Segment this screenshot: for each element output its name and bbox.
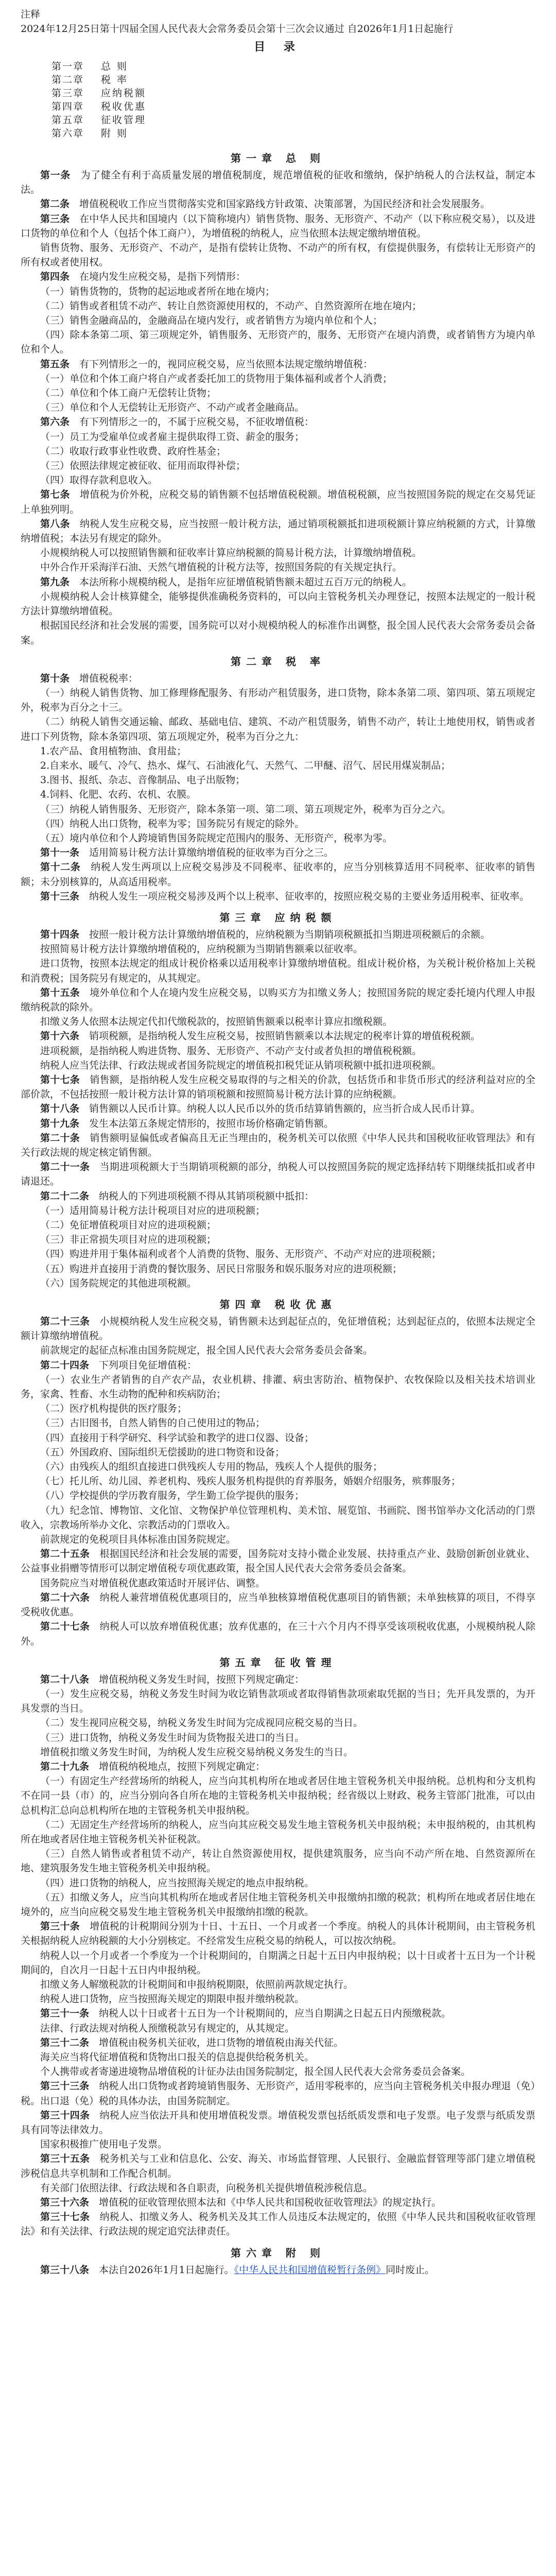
paragraph — [21, 473, 535, 487]
article-paragraph — [21, 1358, 535, 1372]
paragraph-text: （二）纳税人销售交通运输、邮政、基础电信、建筑、不动产租赁服务，销售不动产，转让土地使用权，销售或者进口下列货物，除本条第四项、第五项规定外，税率为百分之九： — [21, 716, 535, 742]
article-number: 第十三条 — [40, 890, 80, 902]
paragraph-text: 增值税税收工作应当贯彻落实党和国家路线方针政策、决策部署，为国民经济和社会发展服务。 — [79, 198, 491, 210]
paragraph-text: 按照一般计税方法计算缴纳增值税的，应纳税额为当期销项税额抵扣当期进项税额后的余额。 — [89, 928, 491, 940]
paragraph — [21, 560, 535, 574]
paragraph-text: 增值税由税务机关征收，进口货物的增值税由海关代征。 — [99, 2037, 344, 2048]
paragraph — [21, 1401, 535, 1416]
paragraph-text: （三）销售金融商品的，金融商品在境内发行，或者销售方为境内单位和个人； — [40, 315, 383, 327]
paragraph — [21, 787, 535, 802]
paragraph-text: （二）无固定生产经营场所的纳税人，应当向其应税交易发生地主管税务机关申报纳税；未申报纳税的，由其机构所在地或者居住地主管税务机关补征税款。 — [21, 1819, 535, 1845]
paragraph — [21, 744, 535, 758]
paragraph-text: 前款规定的起征点标准由国务院规定，报全国人民代表大会常务委员会备案。 — [40, 1345, 373, 1357]
paragraph-text: 当期进项税额大于当期销项税额的部分，纳税人可以按照国务院的规定选择结转下期继续抵扣或者申请退还。 — [21, 1161, 535, 1188]
article-number: 第二十一条 — [40, 1161, 90, 1173]
article-number: 第二十条 — [40, 1132, 80, 1144]
article-number: 第十条 — [40, 672, 70, 684]
paragraph — [21, 1532, 535, 1547]
article-number: 第二十七条 — [40, 1621, 90, 1633]
article-number: 第二十四条 — [40, 1359, 90, 1371]
paragraph — [21, 400, 535, 415]
paragraph — [21, 1774, 535, 1818]
paragraph — [21, 241, 535, 269]
paragraph-text: （一）员工为受雇单位或者雇主提供取得工资、薪金的服务； — [40, 431, 305, 443]
article-number: 第三十七条 — [40, 2211, 90, 2223]
paragraph-text: 纳税人的下列进项税额不得从其销项税额中抵扣： — [99, 1190, 315, 1202]
paragraph-text: 销售额以人民币计算。纳税人以人民币以外的货币结算销售额的，应当折合成人民币计算。 — [89, 1103, 481, 1115]
paragraph — [21, 1204, 535, 1218]
paragraph-text: 纳税人以十日或者十五日为一个计税期间的，应当自期满之日起五日内预缴税款。 — [99, 2008, 451, 2020]
paragraph — [21, 1416, 535, 1430]
paragraph — [21, 1977, 535, 1992]
toc-item[interactable] — [51, 73, 535, 87]
toc-item-number: 第一章 — [51, 61, 84, 72]
paragraph — [21, 1890, 535, 1919]
paragraph — [21, 956, 535, 985]
article-paragraph — [21, 415, 535, 429]
paragraph-text: （四）购进并用于集体福利或者个人消费的货物、服务、无形资产、不动产对应的进项税额； — [40, 1248, 442, 1260]
paragraph — [21, 1948, 535, 1977]
paragraph-text: 增值税的计税期间分别为十日、十五日、一个月或者一个季度。纳税人的具体计税期间，由主管税务机关根据纳税人应纳税额的大小分别核定。不经常发生应税交易的纳税人，可以按次纳税。 — [21, 1921, 535, 1947]
article-paragraph — [21, 1672, 535, 1687]
paragraph — [21, 1846, 535, 1875]
article-paragraph — [21, 2108, 535, 2137]
paragraph — [21, 1372, 535, 1401]
paragraph — [21, 1488, 535, 1503]
paragraph — [21, 2137, 535, 2151]
paragraph — [21, 1445, 535, 1460]
paragraph-text: 1.农产品、食用植物油、食用盐； — [40, 745, 187, 757]
article-paragraph — [21, 927, 535, 942]
paragraph — [21, 459, 535, 473]
article-paragraph — [21, 1073, 535, 1101]
toc-item[interactable] — [51, 100, 535, 113]
toc-item-number: 第三章 — [51, 88, 84, 99]
paragraph-text: （四）除本条第二项、第三项规定外，销售服务、无形资产的，服务、无形资产在境内消费，或者销售方为境内单位和个人。 — [21, 329, 535, 355]
paragraph-text: （五）扣缴义务人，应当向其机构所在地或者居住地主管税务机关申报缴纳扣缴的税款；机构所在地或者居住地在境外的，应当向应税交易发生地主管税务机关申报缴纳扣缴的税款。 — [21, 1891, 535, 1918]
paragraph-text: （四）取得存款利息收入。 — [40, 474, 158, 486]
article-paragraph — [21, 575, 535, 589]
article-number: 第十一条 — [40, 847, 80, 859]
article-paragraph — [21, 1314, 535, 1343]
paragraph-text: （一）销售货物的，货物的起运地或者所在地在境内； — [40, 285, 275, 297]
article-paragraph — [21, 1116, 535, 1131]
paragraph-text: （三）古旧图书，自然人销售的自己使用过的物品； — [40, 1417, 266, 1429]
paragraph-text: 增值税纳税义务发生时间，按照下列规定确定： — [99, 1673, 305, 1685]
paragraph-text: （二）免征增值税项目对应的进项税额； — [40, 1219, 217, 1231]
paragraph-text: 增值税为价外税，应税交易的销售额不包括增值税税额。增值税税额，应当按照国务院的规定在交易凭证上单独列明。 — [21, 489, 535, 515]
article-paragraph — [21, 517, 535, 546]
paragraph — [21, 1232, 535, 1247]
article-number: 第十七条 — [40, 1074, 80, 1086]
paragraph-text: 纳税人可以放弃增值税优惠；放弃优惠的，在三十六个月内不得享受该项税收优惠，小规模纳税人除外。 — [21, 1621, 535, 1647]
article-paragraph — [21, 2210, 535, 2239]
article-paragraph — [21, 1131, 535, 1160]
article-number: 第九条 — [40, 576, 70, 588]
article-paragraph — [21, 986, 535, 1014]
paragraph — [21, 1044, 535, 1058]
paragraph-text: 本法所称小规模纳税人，是指年应征增值税销售额未超过五百万元的纳税人。 — [79, 576, 412, 588]
article-number: 第二十二条 — [40, 1190, 90, 1202]
paragraph-text: （三）非正常损失项目对应的进项税额； — [40, 1234, 217, 1246]
article-number: 第三十五条 — [40, 2153, 90, 2165]
paragraph-text: （二）收取行政事业性收费、政府性基金； — [40, 445, 227, 457]
article-paragraph — [21, 212, 535, 241]
toc-item[interactable] — [51, 60, 535, 73]
table-of-contents — [51, 60, 535, 140]
toc-item-number: 第二章 — [51, 74, 84, 86]
toc-title: 目 录 — [254, 40, 302, 54]
paragraph-text: 增值税扣缴义务发生时间，为纳税人发生应税交易纳税义务发生的当日。 — [40, 1746, 354, 1758]
paragraph — [21, 686, 535, 715]
article-paragraph — [21, 2079, 535, 2108]
paragraph — [21, 1343, 535, 1358]
paragraph — [21, 1218, 535, 1232]
paragraph-text: 适用简易计税方法计算缴纳增值税的征收率为百分之三。 — [89, 847, 334, 859]
article-number: 第十五条 — [40, 987, 80, 998]
toc-item-title: 应纳税额 — [101, 88, 147, 99]
article-paragraph — [21, 357, 535, 371]
article-paragraph — [21, 2006, 535, 2021]
chapters-container — [21, 149, 535, 2277]
paragraph — [21, 1716, 535, 1730]
paragraph-text: 下列项目免征增值税： — [99, 1359, 197, 1371]
paragraph-text: 小规模纳税人发生应税交易，销售额未达到起征点的，免征增值税；达到起征点的，依照本法规定全额计算缴纳增值税。 — [21, 1316, 535, 1342]
toc-item-title: 税 率 — [101, 74, 129, 86]
paragraph — [21, 758, 535, 773]
paragraph-text: 在境内发生应税交易，是指下列情形： — [79, 271, 246, 283]
paragraph-text: （三）依照法律规定被征收、征用而取得补偿； — [40, 460, 246, 472]
paragraph — [21, 1431, 535, 1445]
article-number: 第十八条 — [40, 1103, 80, 1115]
paragraph-text: （三）进口货物，纳税义务发生时间为货物报关进口的当日。 — [40, 1732, 305, 1743]
article-number: 第十四条 — [40, 928, 80, 940]
paragraph-text: 国家积极推广使用电子发票。 — [40, 2139, 168, 2150]
paragraph — [21, 430, 535, 444]
paragraph-text: （四）进口货物的纳税人，应当按照海关规定的地点申报纳税。 — [40, 1877, 315, 1889]
toc-item[interactable] — [51, 113, 535, 127]
paragraph — [21, 942, 535, 956]
paragraph-text: （二）销售或者租赁不动产、转让自然资源使用权的，不动产、自然资源所在地在境内； — [40, 300, 422, 312]
chapter-heading: 第二章 税 率 — [231, 655, 325, 668]
paragraph — [21, 371, 535, 386]
toc-item[interactable] — [51, 127, 535, 140]
paragraph-text: 根据国民经济和社会发展的需要，国务院可以对小规模纳税人的标准作出调整，报全国人民代表大会常务委员会备案。 — [21, 620, 535, 646]
article-paragraph — [21, 197, 535, 211]
article-number: 第七条 — [40, 489, 70, 501]
paragraph-text: 纳税人应当凭法律、行政法规或者国务院规定的增值税扣税凭证从销项税额中抵扣进项税额。 — [40, 1059, 442, 1071]
toc-item-title: 税收优惠 — [101, 101, 147, 112]
paragraph — [21, 328, 535, 357]
article-number: 第二十八条 — [40, 1673, 90, 1685]
article-paragraph — [21, 860, 535, 889]
paragraph-text: 根据国民经济和社会发展的需要，国务院对支持小微企业发展、扶持重点产业、鼓励创新创业就业、公益事业捐赠等情形可以制定增值税专项优惠政策，报全国人民代表大会常务委员会备案。 — [21, 1548, 535, 1574]
article-number: 第二条 — [40, 198, 70, 210]
paragraph — [21, 773, 535, 787]
paragraph-text: 销售额，是指纳税人发生应税交易取得的与之相关的价款，包括货币和非货币形式的经济利益对应的全部价款，不包括按照一般计税方法计算的销项税额和按照简易计税方法计算的应纳税额。 — [21, 1074, 535, 1100]
paragraph-text: 增值税的征收管理依照本法和《中华人民共和国税收征收管理法》的规定执行。 — [99, 2197, 442, 2209]
paragraph — [21, 802, 535, 817]
article-number: 第六条 — [40, 416, 70, 428]
article-number: 第五条 — [40, 358, 70, 370]
article-paragraph — [21, 1189, 535, 1204]
law-link[interactable]: 《中华人民共和国增值税暂行条例》 — [234, 2264, 386, 2276]
paragraph-text: 进口货物，按照本法规定的组成计税价格乘以适用税率计算缴纳增值税。组成计税价格，为关税计税价格加上关税和消费税；国务院另有规定的，从其规定。 — [21, 958, 535, 984]
paragraph-text: （三）自然人销售或者租赁不动产，转让自然资源使用权，提供建筑服务，应当向不动产所在地、自然资源所在地、建筑服务发生地主管税务机关申报纳税。 — [21, 1848, 535, 1874]
article-paragraph — [21, 269, 535, 284]
paragraph — [21, 618, 535, 647]
article-paragraph — [21, 2263, 535, 2277]
paragraph-text: 进项税额，是指纳税人购进货物、服务、无形资产、不动产支付或者负担的增值税税额。 — [40, 1045, 422, 1057]
article-paragraph — [21, 1759, 535, 1774]
paragraph-text: 按照简易计税方法计算缴纳增值税的，应纳税额为当期销售额乘以征收率。 — [40, 943, 363, 955]
paragraph-text: （二）医疗机构提供的医疗服务； — [40, 1403, 187, 1415]
article-paragraph — [21, 889, 535, 904]
chapter-heading: 第三章 应纳税额 — [219, 911, 337, 924]
article-number: 第二十五条 — [40, 1548, 90, 1560]
paragraph-text: （八）学校提供的学历教育服务，学生勤工俭学提供的服务； — [40, 1490, 305, 1502]
paragraph-text: 税务机关与工业和信息化、公安、海关、市场监督管理、人民银行、金融监督管理等部门建立增值税涉税信息共享机制和工作配合机制。 — [21, 2153, 535, 2179]
paragraph-text: （一）单位和个体工商户将自产或者委托加工的货物用于集体福利或者个人消费； — [40, 372, 393, 384]
article-number: 第三十一条 — [40, 2008, 90, 2020]
paragraph-text: 法律、行政法规对纳税人预缴税款另有规定的，从其规定。 — [40, 2022, 295, 2034]
article-paragraph — [21, 2151, 535, 2180]
paragraph-text: （一）发生应税交易，纳税义务发生时间为收讫销售款项或者取得销售款项索取凭据的当日；先开具发票的，为开具发票的当日。 — [21, 1688, 535, 1715]
article-number: 第三十四条 — [40, 2109, 90, 2121]
paragraph-text: 小规模纳税人可以按照销售额和征收率计算应纳税额的简易计税方法，计算缴纳增值税。 — [40, 547, 422, 559]
article-paragraph — [21, 671, 535, 686]
paragraph-text: （一）纳税人销售货物、加工修理修配服务、有形动产租赁服务，进口货物，除本条第二项、第四项、第五项规定外，税率为百分之十三。 — [21, 687, 535, 714]
paragraph — [21, 1247, 535, 1261]
chapter-heading: 第六章 附 则 — [231, 2246, 325, 2259]
paragraph-text: 海关应当将代征增值税和货物出口报关的信息提供给税务机关。 — [40, 2051, 315, 2063]
paragraph-text: 发生本法第五条规定情形的，按照市场价格确定销售额。 — [89, 1117, 334, 1129]
paragraph — [21, 299, 535, 313]
paragraph-text: 3.图书、报纸、杂志、音像制品、电子出版物； — [40, 774, 246, 786]
paragraph — [21, 1992, 535, 2006]
article-number: 第三十二条 — [40, 2037, 90, 2048]
note-label: 注释 — [21, 9, 41, 20]
paragraph-text: （二）发生视同应税交易，纳税义务发生时间为完成视同应税交易的当日。 — [40, 1717, 363, 1729]
article-paragraph — [21, 168, 535, 197]
paragraph-text: 为了健全有利于高质量发展的增值税制度，规范增值税的征收和缴纳，保护纳税人的合法权益，制定本法。 — [21, 170, 535, 196]
paragraph — [21, 1276, 535, 1291]
paragraph-text: （五）外国政府、国际组织无偿援助的进口物资和设备； — [40, 1446, 285, 1458]
paragraph — [21, 284, 535, 299]
article-number: 第一条 — [40, 170, 71, 181]
paragraph-text: 境外单位和个人在境内发生应税交易，以购买方为扣缴义务人；按照国务院的规定委托境内代理人申报缴纳税款的除外。 — [21, 987, 535, 1013]
article-paragraph — [21, 1029, 535, 1043]
paragraph — [21, 817, 535, 831]
paragraph-text: 增值税税率： — [79, 672, 138, 684]
paragraph-text: （七）托儿所、幼儿园、养老机构、残疾人服务机构提供的育养服务，婚姻介绍服务，殡葬服务； — [40, 1476, 461, 1487]
paragraph-text: （三）纳税人销售服务、无形资产，除本条第一项、第二项、第五项规定外，税率为百分之六。 — [40, 803, 451, 815]
chapter-heading: 第一章 总 则 — [231, 152, 325, 164]
paragraph — [21, 1058, 535, 1073]
paragraph-text: 纳税人进口货物，应当按照海关规定的期限申报并缴纳税款。 — [40, 1993, 305, 2005]
paragraph-text: 纳税人应当依法开具和使用增值税发票。增值税发票包括纸质发票和电子发票。电子发票与纸质发票具有同等法律效力。 — [21, 2109, 535, 2136]
paragraph-text: （五）境内单位和个人跨境销售国务院规定范围内的服务、无形资产，税率为零。 — [40, 832, 393, 844]
paragraph-text: 纳税人、扣缴义务人、税务机关及其工作人员违反本法规定的，依照《中华人民共和国税收征收管理法》和有关法律、行政法规的规定追究法律责任。 — [21, 2211, 535, 2238]
paragraph — [21, 1687, 535, 1716]
toc-item-title: 附 则 — [101, 128, 129, 139]
paragraph-text: 国务院应当对增值税优惠政策适时开展评估、调整。 — [40, 1577, 266, 1589]
paragraph-text: 增值税纳税地点，按照下列规定确定： — [99, 1760, 266, 1772]
paragraph-text: （一）有固定生产经营场所的纳税人，应当向其机构所在地或者居住地主管税务机关申报纳税。总机构和分支机构不在同一县（市）的，应当分别向各自所在地的主管税务机关申报纳税；经省级以上财政、税务主管部门批准，可以由总机构汇总向总机构所在地的主管税务机关申报纳税。 — [21, 1775, 535, 1816]
paragraph-text: 前款规定的免税项目具体标准由国务院规定。 — [40, 1534, 236, 1546]
paragraph-text: （一）农业生产者销售的自产农产品，农业机耕、排灌、病虫害防治、植物保护、农牧保险以及相关技术培训业务，家禽、牲畜、水生动物的配种和疾病防治； — [21, 1374, 535, 1400]
paragraph — [21, 831, 535, 845]
paragraph-text: （九）纪念馆、博物馆、文化馆、文物保护单位管理机构、美术馆、展览馆、书画院、图书馆举办文化活动的门票收入，宗教场所举办文化、宗教活动的门票收入。 — [21, 1504, 535, 1531]
paragraph-text: 本法自2026年1月1日起施行。 — [99, 2264, 234, 2276]
paragraph-text: 小规模纳税人会计核算健全，能够提供准确税务资料的，可以向主管税务机关办理登记，按照本法规定的一般计税方法计算缴纳增值税。 — [21, 590, 535, 617]
paragraph-text: 4.饲料、化肥、农药、农机、农膜。 — [40, 789, 197, 801]
paragraph-text: 纳税人发生两项以上应税交易涉及不同税率、征收率的，应当分别核算适用不同税率、征收率的销售额；未分别核算的，从高适用税率。 — [21, 861, 535, 888]
toc-item-number: 第四章 — [51, 101, 84, 112]
paragraph — [21, 1576, 535, 1590]
paragraph-text: （五）购进并直接用于消费的餐饮服务、居民日常服务和娱乐服务对应的进项税额； — [40, 1263, 403, 1275]
paragraph-text: （三）单位和个人无偿转让无形资产、不动产或者金融商品。 — [40, 402, 305, 414]
article-paragraph — [21, 1919, 535, 1948]
paragraph — [21, 2050, 535, 2064]
paragraph — [21, 2181, 535, 2195]
paragraph — [21, 1460, 535, 1474]
article-paragraph — [21, 1160, 535, 1189]
paragraph-text: 销售额明显偏低或者偏高且无正当理由的，税务机关可以依照《中华人民共和国税收征收管理法》和有关行政法规的规定核定销售额。 — [21, 1132, 535, 1158]
chapter-heading: 第四章 税收优惠 — [219, 1298, 337, 1311]
article-paragraph — [21, 2036, 535, 2050]
paragraph — [21, 1745, 535, 1759]
article-number: 第二十三条 — [40, 1316, 90, 1328]
article-paragraph — [21, 1619, 535, 1648]
paragraph — [21, 1262, 535, 1276]
paragraph — [21, 444, 535, 459]
paragraph-text: 有下列情形之一的，视同应税交易，应当依照本法规定缴纳增值税： — [79, 358, 373, 370]
article-paragraph — [21, 1101, 535, 1116]
paragraph-text: 销售货物、服务、无形资产、不动产，是指有偿转让货物、不动产的所有权，有偿提供服务，有偿转让无形资产的所有权或者使用权。 — [21, 242, 535, 268]
paragraph-text: 中外合作开采海洋石油、天然气增值税的计税方法等，按照国务院的有关规定执行。 — [40, 562, 403, 573]
paragraph-text: 纳税人兼营增值税优惠项目的，应当单独核算增值税优惠项目的销售额；未单独核算的项目，不得享受税收优惠。 — [21, 1591, 535, 1618]
article-paragraph — [21, 1547, 535, 1575]
paragraph — [21, 313, 535, 328]
adoption-statement: 2024年12月25日第十四届全国人民代表大会常务委员会第十三次会议通过 自2026年1月1日起施行 — [21, 23, 454, 35]
article-number: 第二十六条 — [40, 1591, 90, 1603]
chapter-heading: 第五章 征收管理 — [219, 1656, 337, 1669]
article-paragraph — [21, 845, 535, 860]
paragraph — [21, 546, 535, 560]
paragraph-text: （四）纳税人出口货物，税率为零；国务院另有规定的除外。 — [40, 818, 305, 829]
article-number: 第三条 — [40, 213, 70, 225]
article-paragraph — [21, 2195, 535, 2210]
paragraph-text: （四）直接用于科学研究、科学试验和教学的进口仪器、设备； — [40, 1432, 315, 1444]
paragraph — [21, 715, 535, 743]
paragraph — [21, 1503, 535, 1532]
paragraph — [21, 1876, 535, 1890]
article-number: 第二十九条 — [40, 1760, 90, 1772]
paragraph-text: 扣缴义务人解缴税款的计税期间和申报纳税期限，依照前两款规定执行。 — [40, 1978, 354, 1990]
toc-item-number: 第五章 — [51, 114, 84, 126]
paragraph — [21, 1731, 535, 1745]
article-number: 第十六条 — [40, 1030, 80, 1042]
paragraph-text: 有关部门依照法律、行政法规和各自职责，向税务机关提供增值税涉税信息。 — [40, 2182, 373, 2194]
paragraph — [21, 2021, 535, 2036]
article-paragraph — [21, 487, 535, 516]
paragraph-text: （六）国务院规定的其他进项税额。 — [40, 1277, 197, 1289]
article-number: 第三十条 — [40, 1921, 80, 1933]
paragraph — [21, 2064, 535, 2079]
paragraph-text-tail: 同时废止。 — [386, 2264, 435, 2276]
article-number: 第三十六条 — [40, 2197, 90, 2209]
paragraph-text: 纳税人发生应税交易，应当按照一般计税方法，通过销项税额抵扣进项税额计算应纳税额的方式，计算缴纳增值税；本法另有规定的除外。 — [21, 518, 535, 545]
paragraph-text: 销项税额，是指纳税人发生应税交易，按照销售额乘以本法规定的税率计算的增值税税额。 — [89, 1030, 481, 1042]
paragraph-text: 个人携带或者寄递进境物品增值税的计征办法由国务院制定，报全国人民代表大会常务委员会备案。 — [40, 2066, 471, 2078]
paragraph-text: 纳税人发生一项应税交易涉及两个以上税率、征收率的，按照应税交易的主要业务适用税率、征收率。 — [89, 890, 530, 902]
toc-item-number: 第六章 — [51, 128, 84, 139]
paragraph-text: 纳税人出口货物或者跨境销售服务、无形资产，适用零税率的，应当向主管税务机关申报办理退（免）税。出口退（免）税的具体办法，由国务院制定。 — [21, 2080, 535, 2107]
article-number: 第三十八条 — [40, 2264, 90, 2276]
paragraph-text: （六）由残疾人的组织直接进口供残疾人专用的物品，残疾人个人提供的服务； — [40, 1461, 383, 1473]
paragraph — [21, 1818, 535, 1846]
paragraph-text: 2.自来水、暖气、冷气、热水、煤气、石油液化气、天然气、二甲醚、沼气、居民用煤炭制品； — [40, 759, 451, 771]
paragraph — [21, 589, 535, 618]
paragraph-text: 在中华人民共和国境内（以下简称境内）销售货物、服务、无形资产、不动产（以下称应税交易），以及进口货物的单位和个人（包括个体工商户），为增值税的纳税人，应当依照本法规定缴纳增值税。 — [21, 213, 535, 239]
article-paragraph — [21, 1590, 535, 1619]
paragraph — [21, 1014, 535, 1029]
article-number: 第十二条 — [40, 861, 81, 873]
toc-item-title: 征收管理 — [101, 114, 147, 126]
paragraph-text: （二）单位和个体工商户无偿转让货物； — [40, 387, 217, 399]
paragraph-text: 扣缴义务人依照本法规定代扣代缴税款的，按照销售额乘以税率计算应扣缴税额。 — [40, 1016, 393, 1028]
paragraph-text: 纳税人以一个月或者一个季度为一个计税期间的，自期满之日起十五日内申报纳税；以十日或者十五日为一个计税期间的，自次月一日起十五日内申报纳税。 — [21, 1950, 535, 1976]
paragraph-text: 有下列情形之一的，不属于应税交易，不征收增值税： — [79, 416, 315, 428]
paragraph-text: （一）适用简易计税方法计税项目对应的进项税额； — [40, 1205, 266, 1216]
article-number: 第四条 — [40, 271, 70, 283]
paragraph — [21, 386, 535, 400]
article-number: 第三十三条 — [40, 2080, 90, 2092]
toc-item-title: 总 则 — [101, 61, 129, 72]
article-number: 第十九条 — [40, 1117, 80, 1129]
paragraph — [21, 1474, 535, 1488]
toc-item[interactable] — [51, 87, 535, 100]
article-number: 第八条 — [40, 518, 70, 530]
